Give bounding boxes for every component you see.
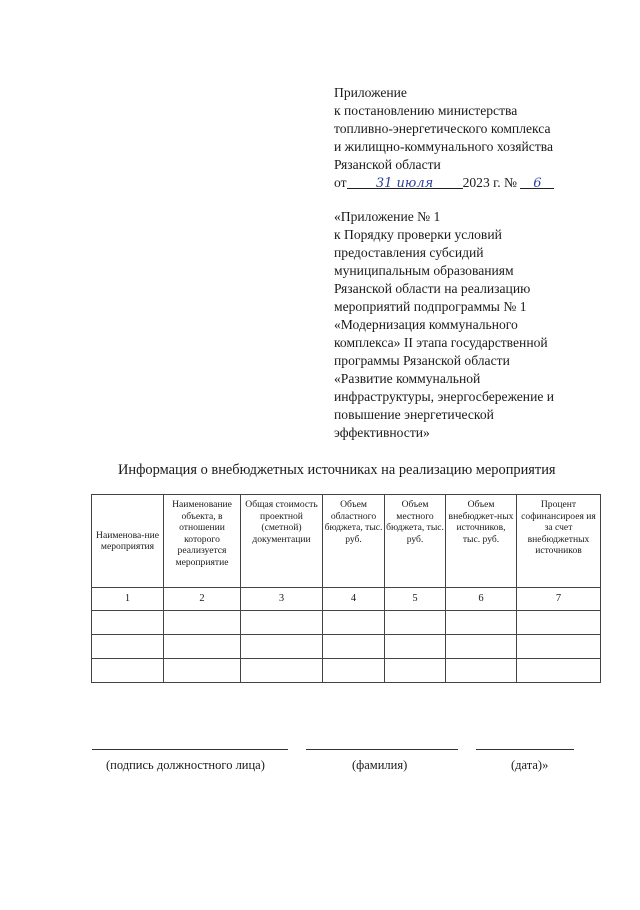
- reference-line: «Развитие коммунальной: [334, 371, 481, 386]
- table-cell: [323, 659, 385, 683]
- reference-line: мероприятий подпрограммы № 1: [334, 299, 527, 314]
- table-cell: [385, 611, 446, 635]
- table-cell: [323, 611, 385, 635]
- reference-line: повышение энергетической: [334, 407, 494, 422]
- decree-date-line: [334, 174, 634, 192]
- table-title: Информация о внебюджетных источниках на реализацию мероприятия: [118, 462, 556, 478]
- date-field: [347, 174, 463, 189]
- appendix-reference: [334, 208, 634, 442]
- reference-line: комплекса» II этапа государственной: [334, 335, 548, 350]
- handwritten-date: 31 июля: [375, 176, 434, 191]
- column-header: Общая стоимость проектной (сметной) документации: [241, 495, 323, 588]
- column-number-row: [92, 588, 601, 611]
- column-number: 7: [517, 588, 601, 611]
- appendix-line: топливно-энергетического комплекса: [334, 121, 551, 136]
- table-cell: [164, 659, 241, 683]
- appendix-line: и жилищно-коммунального хозяйства: [334, 139, 554, 154]
- signature-label: (подпись должностного лица): [106, 758, 265, 772]
- date-line: [476, 749, 574, 750]
- year-text: 2023 г. №: [462, 175, 517, 190]
- table-cell: [241, 611, 323, 635]
- column-header: Объем местного бюджета, тыс. руб.: [385, 495, 446, 588]
- reference-line: «Приложение № 1: [334, 209, 441, 224]
- column-header: Наименова-ние мероприятия: [92, 495, 164, 588]
- table-cell: [241, 659, 323, 683]
- column-header: Процент софинансироея ия за счет внебюджетных источников: [517, 495, 601, 588]
- reference-line: к Порядку проверки условий: [334, 227, 502, 242]
- signature-line: [92, 749, 288, 750]
- column-header: Объем областного бюджета, тыс. руб.: [323, 495, 385, 588]
- table-row: [92, 611, 601, 635]
- column-number: 2: [164, 588, 241, 611]
- date-prefix: от: [334, 175, 347, 190]
- surname-line: [306, 749, 458, 750]
- table-cell: [446, 611, 517, 635]
- column-number: 4: [323, 588, 385, 611]
- column-number: 6: [446, 588, 517, 611]
- reference-line: программы Рязанской области: [334, 353, 510, 368]
- table-cell: [241, 635, 323, 659]
- reference-line: «Модернизация коммунального: [334, 317, 518, 332]
- column-number: 1: [92, 588, 164, 611]
- appendix-line: Рязанской области: [334, 157, 441, 172]
- appendix-line: к постановлению министерства: [334, 103, 518, 118]
- reference-line: Рязанской области на реализацию: [334, 281, 531, 296]
- column-header: Наименование объекта, в отношении которого реализуется мероприятие: [164, 495, 241, 588]
- appendix-header: [334, 84, 634, 192]
- table-cell: [164, 635, 241, 659]
- table-cell: [517, 611, 601, 635]
- table-row: [92, 635, 601, 659]
- column-number: 3: [241, 588, 323, 611]
- table-cell: [92, 659, 164, 683]
- reference-line: эффективности»: [334, 425, 430, 440]
- table-cell: [385, 635, 446, 659]
- table-cell: [164, 611, 241, 635]
- appendix-line: Приложение: [334, 85, 407, 100]
- reference-line: муниципальным образованиям: [334, 263, 514, 278]
- table-cell: [92, 611, 164, 635]
- table-cell: [446, 635, 517, 659]
- table-cell: [446, 659, 517, 683]
- surname-label: (фамилия): [352, 758, 408, 772]
- table-cell: [517, 635, 601, 659]
- table-header-row: [92, 495, 601, 588]
- date-label: (дата)»: [511, 758, 549, 772]
- extrabudgetary-sources-table: [91, 494, 601, 683]
- table-cell: [323, 635, 385, 659]
- number-field: [520, 174, 554, 189]
- reference-line: предоставления субсидий: [334, 245, 484, 260]
- table-cell: [92, 635, 164, 659]
- table-row: [92, 659, 601, 683]
- reference-line: инфраструктуры, энергосбережение и: [334, 389, 555, 404]
- column-header: Объем внебюджет-ных источников, тыс. руб.: [446, 495, 517, 588]
- table-cell: [517, 659, 601, 683]
- handwritten-number: 6: [533, 176, 542, 191]
- column-number: 5: [385, 588, 446, 611]
- table-cell: [385, 659, 446, 683]
